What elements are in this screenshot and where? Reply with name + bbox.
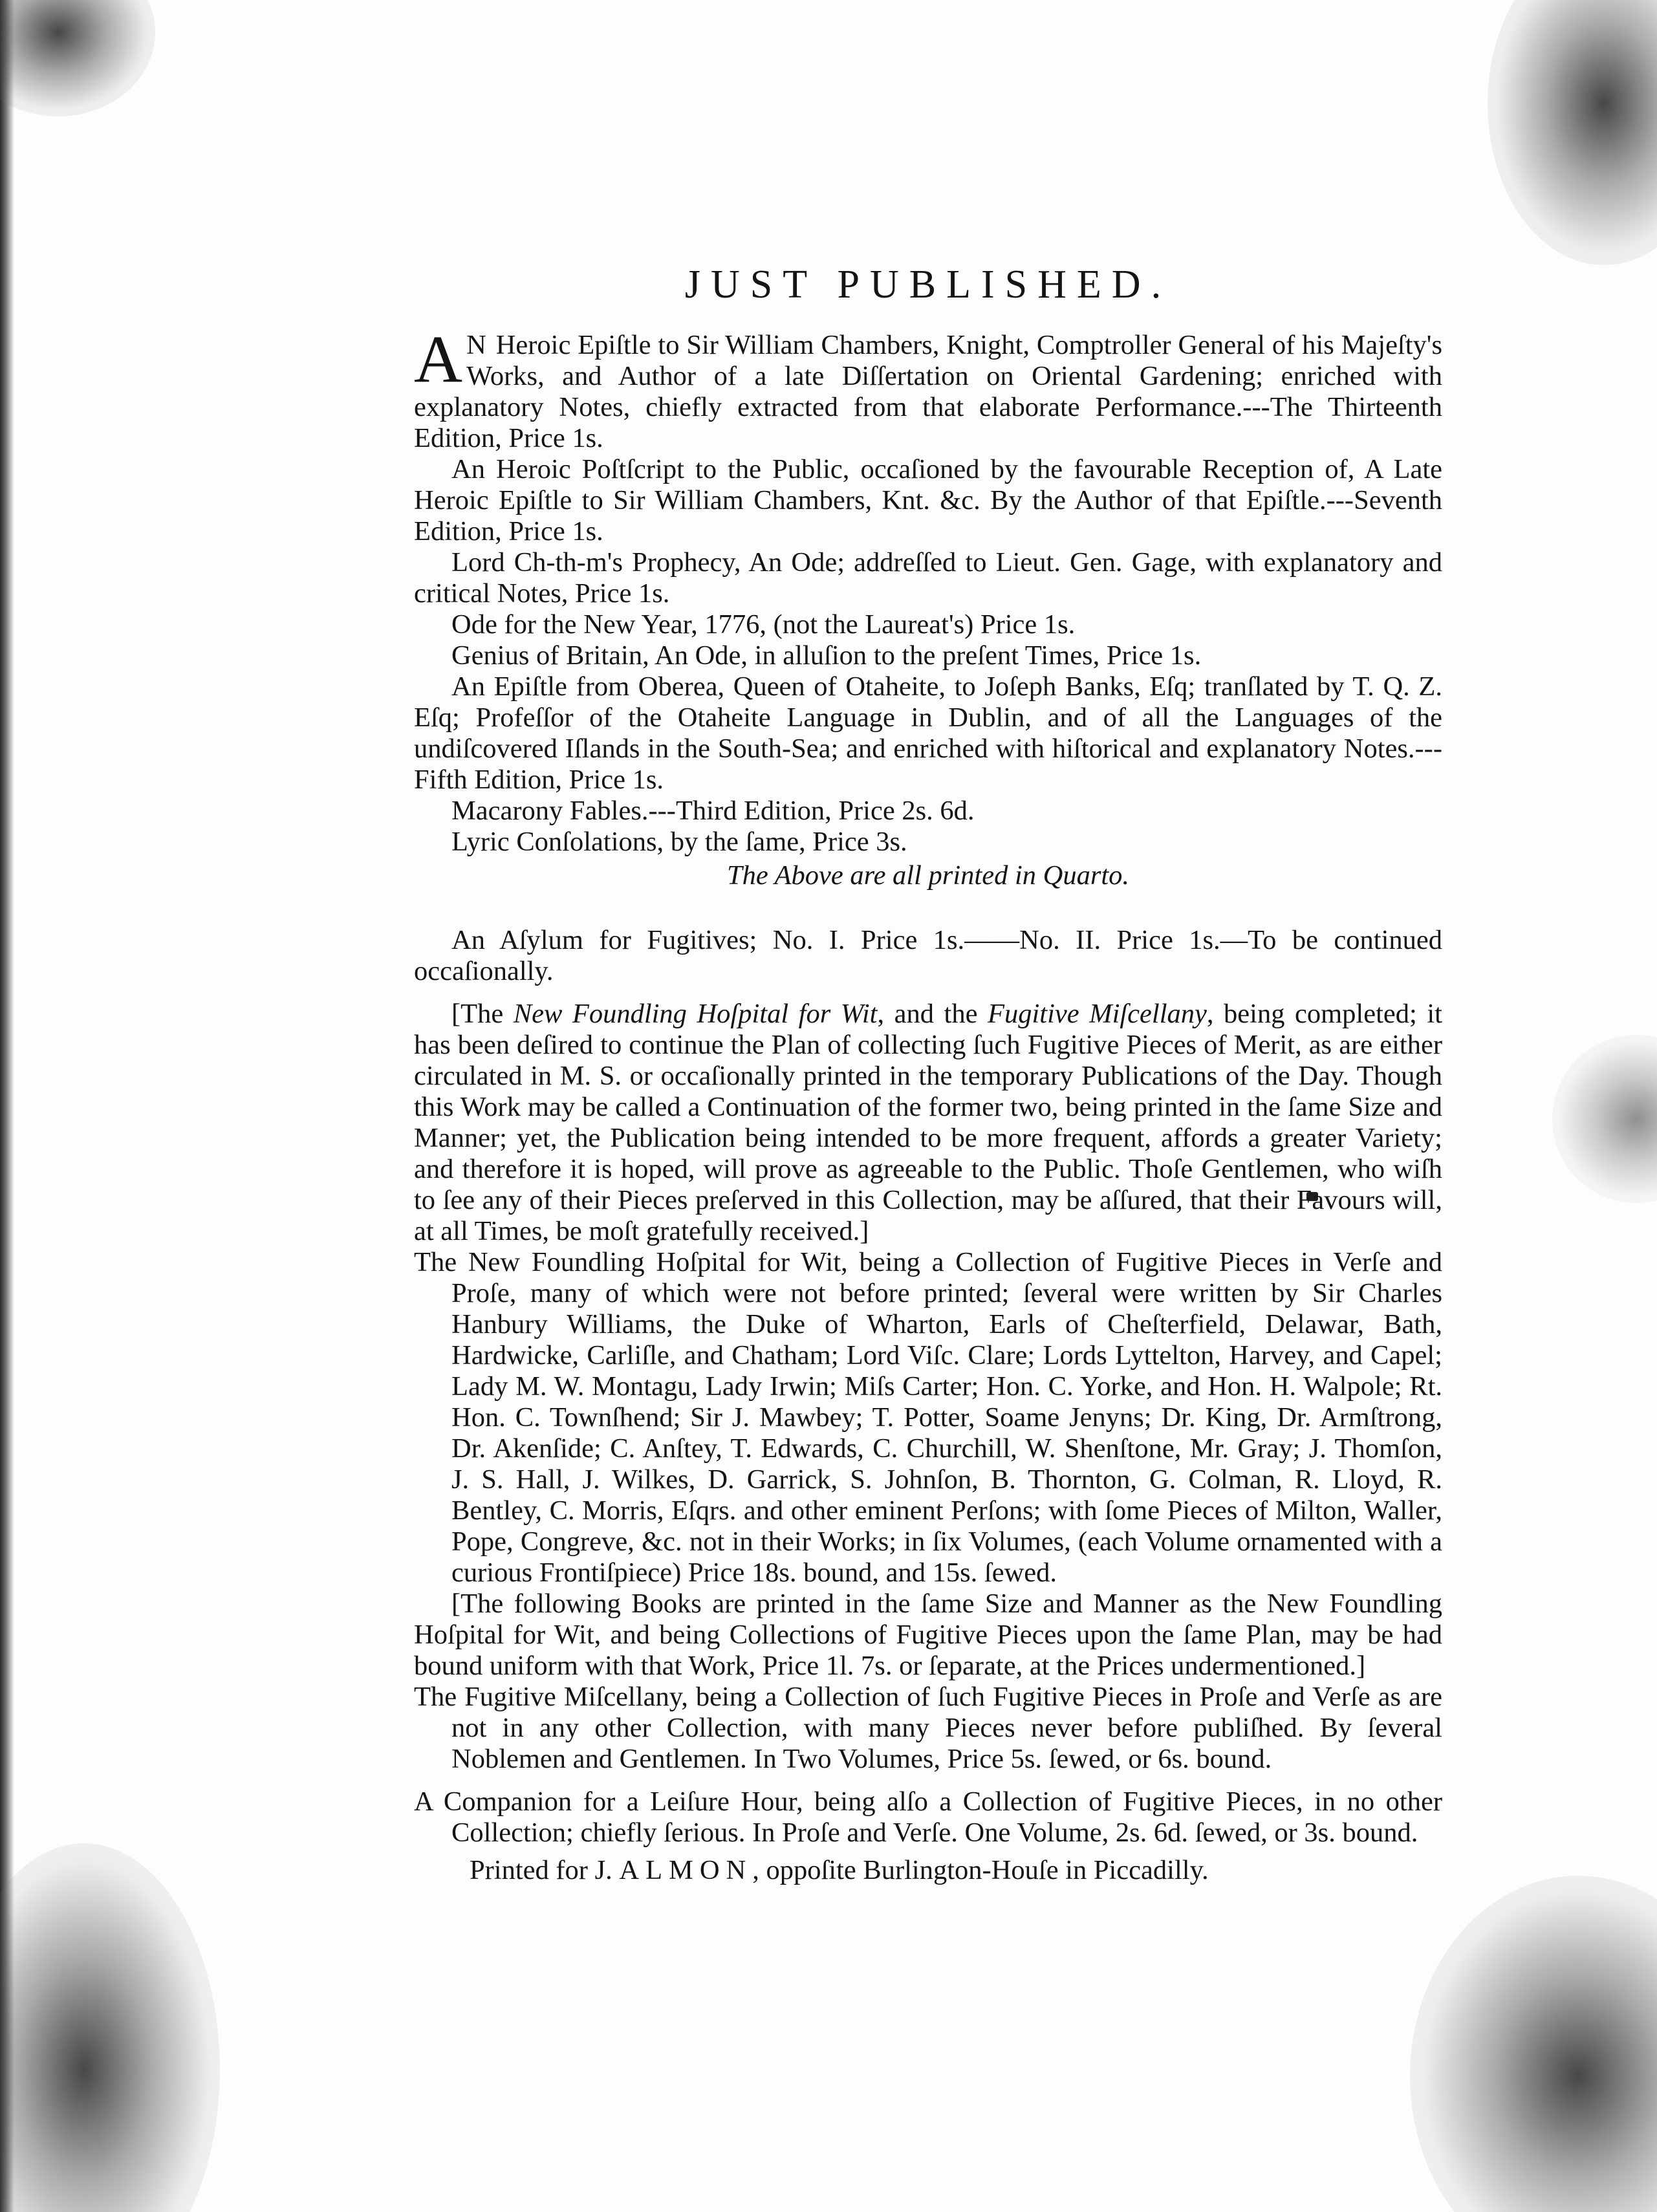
drop-cap: A [414,322,463,396]
entry-lyric-consolations: Lyric Conſolations, by the ſame, Price 3s. [451,827,907,857]
entry-ode-new-year: Ode for the New Year, 1776, (not the Laureat's) Price 1s. [451,609,1076,640]
edge-smudge-right [1552,1035,1657,1203]
entry-asylum-fugitives: An Aſylum for Fugitives; No. I. Price 1s.——No. II. Price 1s.—To be continued occaſionally. [414,925,1442,986]
corner-smudge-bottom-left [0,1843,220,2212]
corner-smudge-top-right [1488,0,1657,265]
advertisement-text [414,259,1442,1886]
entry-epistle-oberea: An Epiſtle from Oberea, Queen of Otaheite, to Joſeph Banks, Eſq; tranſlated by T. Q. Z. Eſq; Profeſſor of the Otaheite Language in Dublin, and of all the Languages of the undiſcovered Iſlands in the South-Sea; and enriched with hiſtorical and explanatory Notes.---Fifth Edition, Price 1s. [414,671,1442,795]
entry-chatham-prophecy: Lord Ch-th-m's Prophecy, An Ode; addreſſed to Lieut. Gen. Gage, with explanatory and critical Notes, Price 1s. [414,547,1442,609]
imprint-line: Printed for J. ALMON, oppoſite Burlington-Houſe in Piccadilly. [470,1855,1209,1885]
entry-companion-leisure-hour: A Companion for a Leiſure Hour, being alſo a Collection of Fugitive Pieces, in no other Collection; chiefly ſerious. In Proſe and Verſe. One Volume, 2s. 6d. ſewed, or 3s. bound. [414,1786,1442,1848]
entry-genius-of-britain: Genius of Britain, An Ode, in alluſion to the preſent Times, Price 1s. [451,640,1202,671]
quarto-note: The Above are all printed in Quarto. [726,860,1130,891]
entry-heroic-postscript: An Heroic Poſtſcript to the Public, occaſioned by the favourable Reception of, A Late Heroic Epiſtle to Sir William Chambers, Knt. &c. By the Author of that Epiſtle.---Seventh Edition, Price 1s. [414,454,1442,547]
page-heading: JUST PUBLISHED. [684,263,1172,307]
entry-fugitive-miscellany: The Fugitive Miſcellany, being a Collection of ſuch Fugitive Pieces in Proſe and Verſe as are not in any other Collection, with many Pieces never before publiſhed. By ſeveral Noblemen and Gentlemen. In Two Volumes, Price 5s. ſewed, or 6s. bound. [414,1682,1442,1774]
corner-smudge-top-left [0,0,155,116]
bracketed-note-uniform: [The following Books are printed in the ſame Size and Manner as the New Foundling Hoſpital for Wit, and being Collections of Fugitive Pieces upon the ſame Plan, may be had bound uniform with that Work, Price 1l. 7s. or ſeparate, at the Prices undermentioned.] [414,1589,1442,1681]
entry-macarony-fables: Macarony Fables.---Third Edition, Price 2s. 6d. [451,796,975,826]
entry-heroic-epistle: A N Heroic Epiſtle to Sir William Chambers, Knight, Comptroller General of his Majeſty's Works, and Author of a late Diſſertation on Oriental Gardening; enriched with explanatory Notes, chiefly extracted from that elaborate Performance.---The Thirteenth Edition, Price 1s. [414,322,1442,453]
entry-new-foundling-hospital: The New Foundling Hoſpital for Wit, being a Collection of Fugitive Pieces in Verſe and Proſe, many of which were not before printed; ſeveral were written by Sir Charles Hanbury Williams, the Duke of Wharton, Earls of Cheſterfield, Delawar, Bath, Hardwicke, Carliſle, and Chatham; Lord Viſc. Clare; Lords Lyttelton, Harvey, and Capel; Lady M. W. Montagu, Lady Irwin; Miſs Carter; Hon. C. Yorke, and Hon. H. Walpole; Rt. Hon. C. Townſhend; Sir J. Mawbey; T. Potter, Soame Jenyns; Dr. King, Dr. Armſtrong, Dr. Akenſide; C. Anſtey, T. Edwards, C. Churchill, W. Shenſtone, Mr. Gray; J. Thomſon, J. S. Hall, J. Wilkes, D. Garrick, S. Johnſon, B. Thornton, G. Colman, R. Lloyd, R. Bentley, C. Morris, Eſqrs. and other eminent Perſons; with ſome Pieces of Milton, Waller, Pope, Congreve, &c. not in their Works; in ſix Volumes, (each Volume ornamented with a curious Frontiſpiece) Price 18s. bound, and 15s. ſewed. [414,1247,1442,1588]
corner-smudge-bottom-right [1410,1876,1657,2212]
bracketed-notice: [The New Foundling Hoſpital for Wit, and the Fugitive Miſcellany, being completed; it has been deſired to continue the Plan of collecting ſuch Fugitive Pieces of Merit, as are either circulated in M. S. or occaſionally printed in the temporary Publications of the Day. Though this Work may be called a Continuation of the former two, being printed in the ſame Size and Manner; yet, the Publication being intended to be more frequent, affords a greater Variety; and therefore it is hoped, will prove as agreeable to the Public. Thoſe Gentlemen, who wiſh to ſee any of their Pieces preſerved in this Collection, may be aſſured, that their Favours will, at all Times, be moſt gratefully received.] [414,999,1442,1246]
